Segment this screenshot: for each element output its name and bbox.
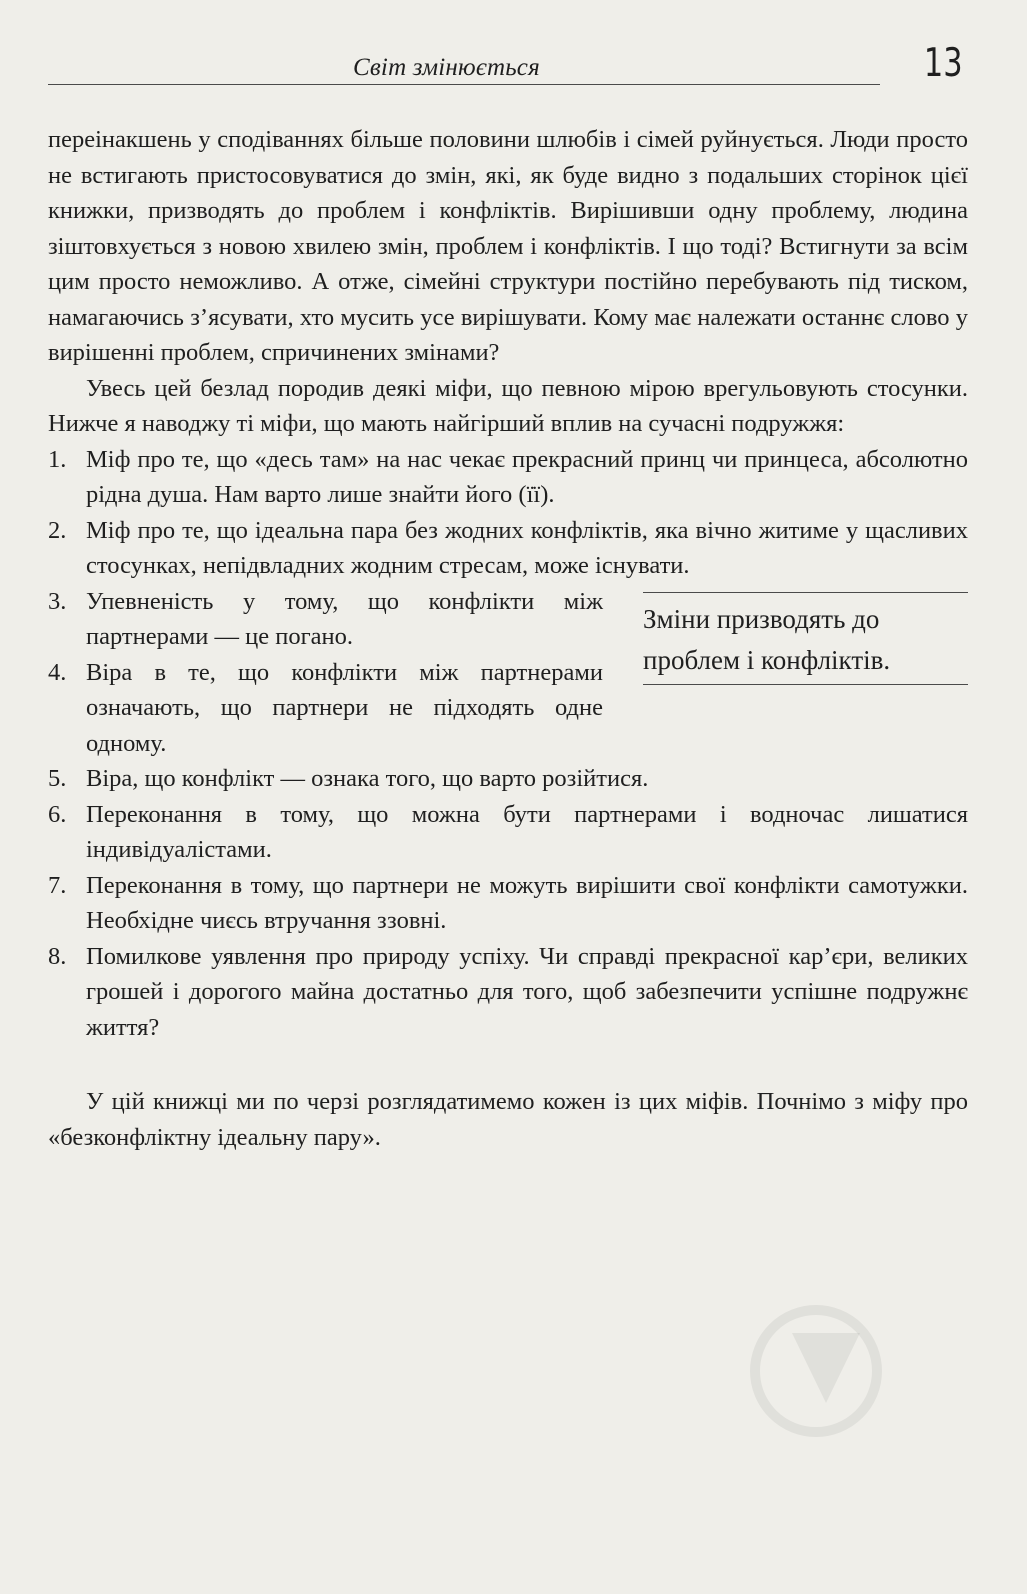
list-item: [48, 868, 968, 939]
paragraph-2: Увесь цей безлад породив деякі міфи, що певною мірою врегульовують стосунки. Нижче я наводжу ті міфи, що мають найгірший вплив на сучасні подружжя:: [48, 374, 968, 437]
section-spacer: [48, 1045, 968, 1084]
page-body: [48, 122, 968, 1155]
page-number: 13: [924, 41, 963, 86]
list-item: [48, 761, 968, 797]
list-item-text: Переконання в тому, що партнери не можуть вирішити свої конфлікти самотужки. Необхідне чиєсь втручання ззовні.: [86, 871, 968, 934]
list-item-text: Переконання в тому, що можна бути партнерами і водночас лишатися індивідуалістами.: [86, 800, 968, 863]
header-rule: [48, 84, 880, 85]
list-item-number: 2.: [48, 516, 67, 544]
list-item: [48, 513, 968, 584]
list-item-number: 1.: [48, 445, 67, 473]
list-item-text: Помилкове уявлення про природу успіху. Чи справді прекрасної кар’єри, великих грошей і дорогого майна достатньо для того, щоб забезпечити успішне подружнє життя?: [86, 942, 968, 1041]
page-header: [48, 38, 963, 94]
list-item-number: 7.: [48, 871, 67, 899]
left-column-list: [48, 584, 603, 762]
paragraph-1: переінакшень у сподіваннях більше половини шлюбів і сімей руйнується. Люди просто не встигають пристосовуватися до змін, які, як буде видно з подальших сторінок цієї книжки, призводять до проблем і конфліктів. Вирішивши одну проблему, людина зіштовхується з новою хвилею змін, проблем і конфліктів. І що тоді? Встигнути за всім цим просто неможливо. А отже, сімейні структури постійно перебувають під тиском, намагаючись з’ясувати, хто мусить усе вирішувати. Кому має належати останнє слово у вирішенні проблем, спричинених змінами?: [48, 126, 968, 366]
list-item-text: Віра в те, що конфлікти між партнерами означають, що партнери не підходять одне одному.: [86, 658, 603, 757]
list-item-number: 8.: [48, 942, 67, 970]
pull-quote: Зміни призводять до проблем і конфліктів.: [643, 592, 968, 685]
list-item-number: 5.: [48, 765, 67, 792]
list-item-number: 6.: [48, 800, 67, 828]
list-item-text: Міф про те, що ідеальна пара без жодних конфліктів, яка вічно житиме у щасливих стосунках, непідвладних жодним стресам, може існувати.: [86, 516, 968, 579]
list-item: [48, 442, 968, 513]
list-item-text: Упевненість у тому, що конфлікти між партнерами — це погано.: [86, 587, 603, 650]
download-arrow-watermark-icon: [750, 1305, 882, 1437]
closing-paragraph: У цій книжці ми по черзі розглядатимемо кожен із цих міфів. Почнімо з міфу про «безконфліктну ідеальну пару».: [48, 1088, 968, 1151]
list-item-text: Віра, що конфлікт — ознака того, що варто розійтися.: [86, 765, 649, 792]
list-item: [48, 655, 603, 762]
list-with-pull-quote: [48, 584, 968, 762]
list-item: [48, 797, 968, 868]
list-item-number: 3.: [48, 587, 67, 615]
list-item-number: 4.: [48, 658, 67, 686]
list-item-text: Міф про те, що «десь там» на нас чекає прекрасний принц чи принцеса, абсолютно рідна душа. Нам варто лише знайти його (її).: [86, 445, 968, 508]
chapter-running-title: Світ змінюється: [353, 54, 540, 81]
list-item: [48, 939, 968, 1046]
list-item: [48, 584, 603, 655]
myths-list: [48, 442, 968, 1046]
